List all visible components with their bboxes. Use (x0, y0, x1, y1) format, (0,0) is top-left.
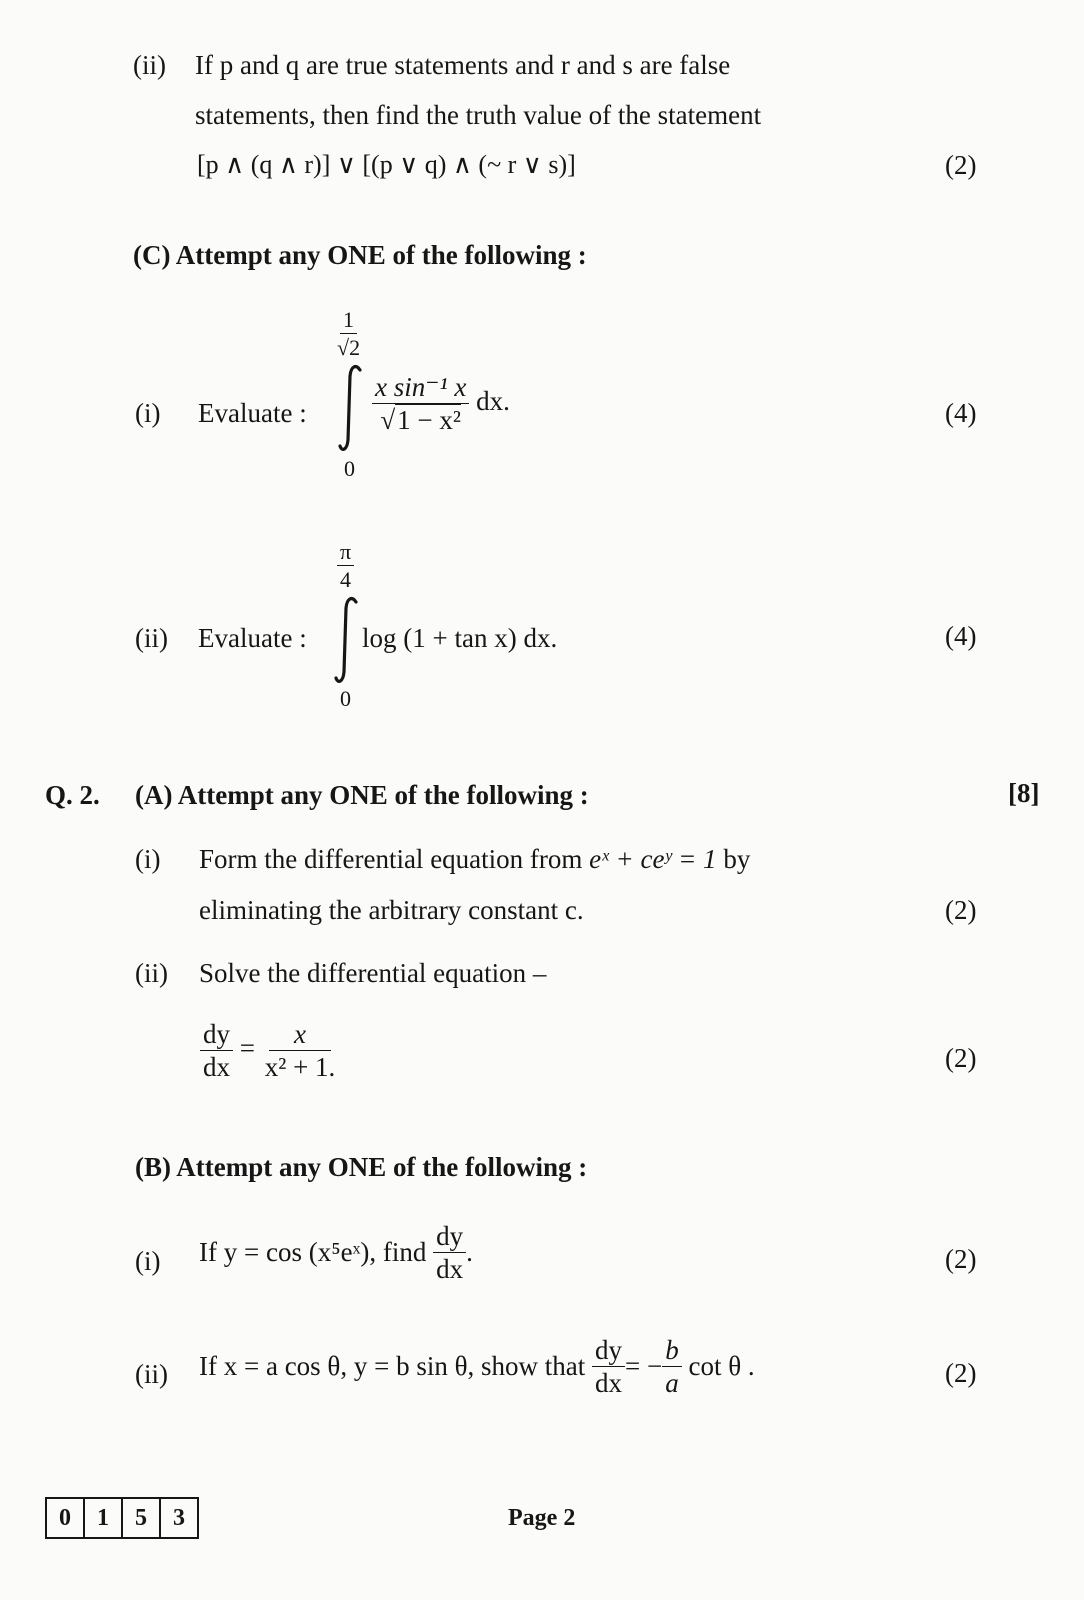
rhs-numerator: x (294, 1019, 307, 1049)
integrand-numerator: x sin⁻¹ x (375, 372, 467, 402)
marks: (2) (945, 150, 977, 180)
limit-numerator: π (337, 540, 354, 566)
lower-limit: 0 (344, 456, 355, 481)
limit-denominator: 4 (340, 567, 352, 593)
question-text: statements, then find the truth value of the statement (195, 100, 762, 130)
question-text: eliminating the arbitrary constant c. (199, 895, 584, 925)
limit-numerator: 1 (340, 308, 357, 334)
text: If x = a cos θ, y = b sin θ, show that (199, 1351, 586, 1382)
differential: dx. (476, 386, 510, 417)
question-text (199, 846, 750, 873)
question-label: (ii) (135, 1359, 168, 1389)
equals: = (239, 1033, 255, 1064)
text: by (723, 844, 751, 874)
question-number: Q. 2. (45, 780, 100, 810)
equals: = − (625, 1351, 663, 1382)
denominator: a (665, 1368, 679, 1399)
integrand (372, 373, 510, 435)
rhs-denominator: x² + 1. (264, 1052, 336, 1083)
numerator: dy (592, 1336, 625, 1367)
section-heading: (C) Attempt any ONE of the following : (133, 240, 587, 270)
text: . (466, 1237, 473, 1268)
text: If y = cos (x⁵eˣ), find (199, 1237, 427, 1268)
marks: (4) (945, 398, 977, 428)
lhs-denominator: dx (203, 1052, 230, 1083)
integrand-denominator: 1 − x² (397, 405, 461, 436)
question-text (199, 1336, 755, 1398)
differential-equation (200, 1020, 338, 1082)
lhs-numerator: dy (200, 1020, 233, 1051)
integral-sign (336, 364, 366, 452)
marks: (2) (945, 1244, 977, 1274)
question-text: Evaluate : (198, 398, 307, 428)
equation: eˣ + ceʸ = 1 (589, 844, 717, 874)
question-text: Evaluate : (198, 623, 307, 653)
question-label: (ii) (135, 958, 168, 988)
page-number: Page 2 (508, 1505, 576, 1531)
marks: (2) (945, 895, 977, 925)
section-heading: (A) Attempt any ONE of the following : (135, 780, 589, 810)
paper-code-box (45, 1497, 199, 1539)
integral-sign (332, 596, 362, 684)
marks: (4) (945, 621, 977, 651)
integrand: log (1 + tan x) dx. (362, 623, 558, 653)
question-label: (i) (135, 1246, 161, 1276)
section-heading: (B) Attempt any ONE of the following : (135, 1152, 588, 1182)
denominator: dx (436, 1254, 464, 1285)
total-marks: [8] (1008, 778, 1040, 808)
text: cot θ . (688, 1351, 755, 1382)
question-label: (ii) (135, 623, 168, 653)
numerator: b (665, 1335, 679, 1365)
question-text: If p and q are true statements and r and s are false (195, 50, 731, 80)
question-label: (ii) (133, 50, 166, 80)
question-text (199, 1222, 473, 1284)
limit-denominator: √2 (337, 335, 361, 361)
code-digit: 3 (173, 1504, 185, 1531)
marks: (2) (945, 1043, 977, 1073)
code-digit: 5 (123, 1499, 161, 1537)
text: Form the differential equation from (199, 844, 583, 874)
code-digit: 1 (85, 1499, 123, 1537)
upper-limit (337, 540, 354, 591)
marks: (2) (945, 1358, 977, 1388)
question-label: (i) (135, 398, 161, 428)
numerator: dy (433, 1222, 466, 1253)
question-label: (i) (135, 844, 161, 874)
denominator: dx (595, 1368, 623, 1399)
lower-limit: 0 (340, 686, 351, 711)
code-digit: 0 (47, 1499, 85, 1537)
logic-formula: [p ∧ (q ∧ r)] ∨ [(p ∨ q) ∧ (~ r ∨ s)] (197, 150, 576, 179)
upper-limit (334, 308, 363, 359)
question-text: Solve the differential equation – (199, 958, 547, 988)
sqrt-icon: √ (380, 405, 396, 436)
